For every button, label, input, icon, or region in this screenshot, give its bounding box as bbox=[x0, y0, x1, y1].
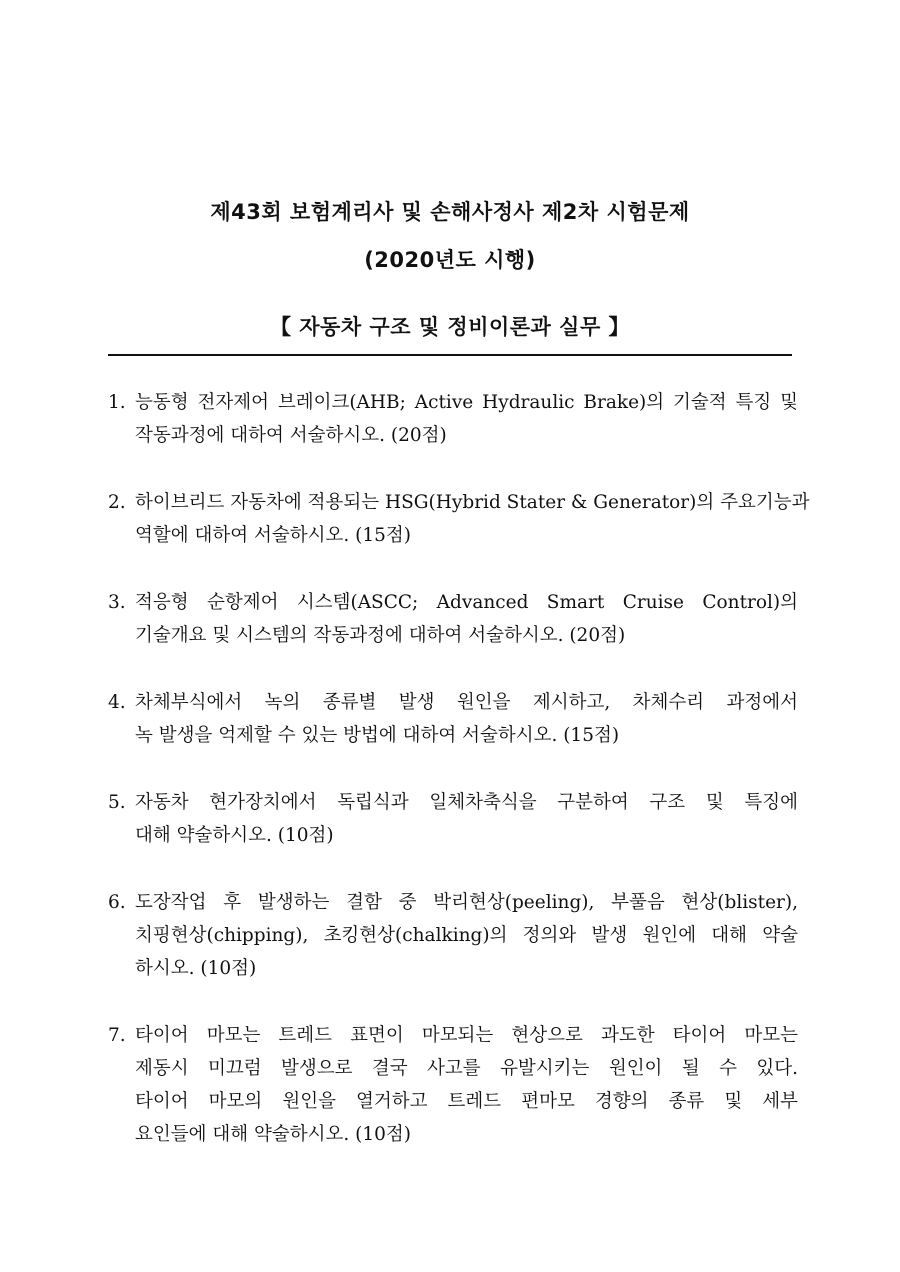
question-item bbox=[108, 886, 798, 985]
exam-title: 제43회 보험계리사 및 손해사정사 제2차 시험문제 bbox=[210, 200, 690, 224]
question-text-line: 녹 발생을 억제할 수 있는 방법에 대하여 서술하시오. (15점) bbox=[135, 725, 620, 746]
question-text-line: 타이어 마모의 원인을 열거하고 트레드 편마모 경향의 종류 및 세부 bbox=[135, 1091, 798, 1112]
question-item bbox=[108, 486, 810, 552]
question-text-line: 요인들에 대해 약술하시오. (10점) bbox=[135, 1124, 411, 1145]
question-text-line: 도장작업 후 발생하는 결함 중 박리현상(peeling), 부풀음 현상(blister), bbox=[135, 892, 798, 913]
question-text-line: 대해 약술하시오. (10점) bbox=[135, 825, 334, 846]
divider-line bbox=[108, 354, 792, 356]
question-number: 4. bbox=[108, 692, 126, 713]
question-item bbox=[108, 686, 798, 752]
question-item bbox=[108, 586, 798, 652]
question-number: 3. bbox=[108, 592, 126, 613]
question-text-line: 제동시 미끄럼 발생으로 결국 사고를 유발시키는 원인이 될 수 있다. bbox=[135, 1058, 798, 1079]
subject-heading: 【 자동차 구조 및 정비이론과 실무 】 bbox=[269, 315, 631, 339]
question-text-line: 역할에 대하여 서술하시오. (15점) bbox=[135, 525, 411, 546]
question-item bbox=[108, 1019, 798, 1151]
question-text-line: 작동과정에 대하여 서술하시오. (20점) bbox=[135, 425, 447, 446]
question-text-line: 적응형 순항제어 시스템(ASCC; Advanced Smart Cruise Control)의 bbox=[135, 592, 798, 613]
question-number: 6. bbox=[108, 892, 126, 913]
question-number: 7. bbox=[108, 1025, 126, 1046]
question-list bbox=[108, 386, 810, 1185]
question-number: 2. bbox=[108, 492, 126, 513]
question-number: 1. bbox=[108, 392, 126, 413]
question-text-line: 차체부식에서 녹의 종류별 발생 원인을 제시하고, 차체수리 과정에서 bbox=[135, 692, 798, 713]
question-item bbox=[108, 386, 798, 452]
question-text-line: 자동차 현가장치에서 독립식과 일체차축식을 구분하여 구조 및 특징에 bbox=[135, 792, 798, 813]
question-text-line: 하시오. (10점) bbox=[135, 958, 257, 979]
question-text-line: 치핑현상(chipping), 초킹현상(chalking)의 정의와 발생 원인에 대해 약술 bbox=[135, 925, 798, 946]
question-number: 5. bbox=[108, 792, 126, 813]
question-text-line: 능동형 전자제어 브레이크(AHB; Active Hydraulic Brake)의 기술적 특징 및 bbox=[135, 392, 798, 413]
question-item bbox=[108, 786, 798, 852]
question-text-line: 기술개요 및 시스템의 작동과정에 대하여 서술하시오. (20점) bbox=[135, 625, 626, 646]
question-text-line: 하이브리드 자동차에 적용되는 HSG(Hybrid Stater & Generator)의 주요기능과 bbox=[135, 492, 810, 513]
question-text-line: 타이어 마모는 트레드 표면이 마모되는 현상으로 과도한 타이어 마모는 bbox=[135, 1025, 798, 1046]
exam-year: (2020년도 시행) bbox=[364, 248, 536, 272]
